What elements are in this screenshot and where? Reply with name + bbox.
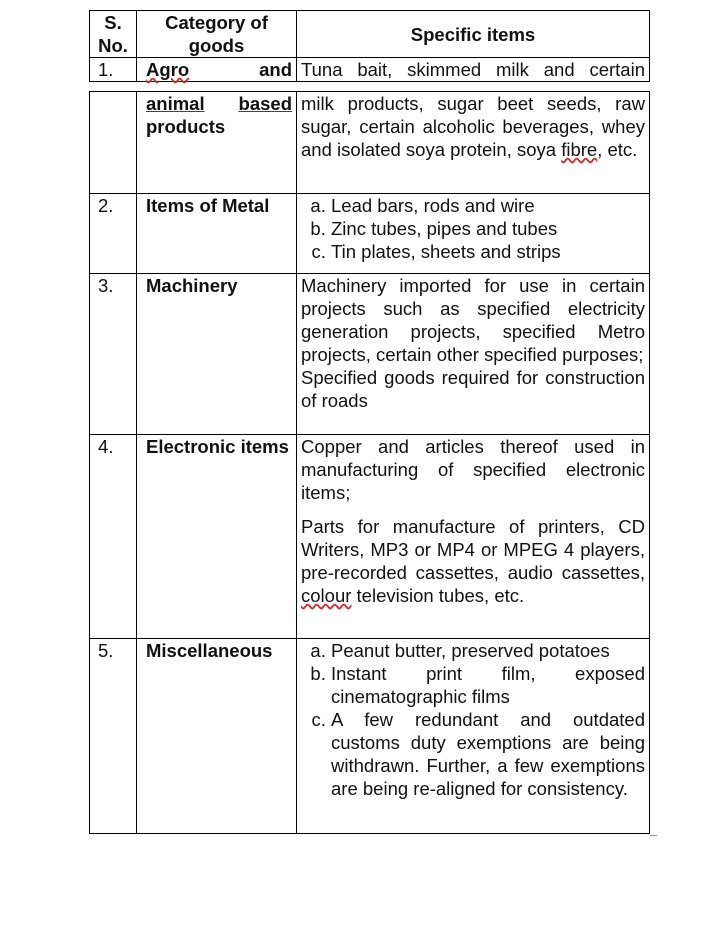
list-item: c. A few redundant and outdated customs duty exemptions are being withdrawn. Further, a few exemptions are being re-aligned for consistency. [331, 708, 645, 800]
row2-category: Items of Metal [137, 194, 297, 274]
row2-items [297, 194, 650, 274]
goods-table-part-2 [89, 91, 650, 834]
row3-items [297, 274, 650, 435]
header-sno: S. No. [90, 11, 137, 58]
row1-category-line2: products [146, 116, 226, 137]
row1-sno-continued [90, 92, 137, 194]
header-category: Category of goods [137, 11, 297, 58]
row1-category-part1 [137, 58, 297, 82]
row3-items-p2: Specified goods required for construction of roads [301, 367, 645, 411]
list-item: a. Lead bars, rods and wire [331, 194, 645, 217]
list-item: b. Instant print film, exposed cinematographic films [331, 662, 645, 708]
row1-category-word2: and [259, 59, 292, 80]
row4-items-p1: Copper and articles thereof used in manufacturing of specified electronic items; [301, 436, 645, 503]
row1-items-part2: milk products, sugar beet seeds, raw sugar, certain alcoholic beverages, whey and isolated soya protein, soya fibre, etc. [297, 92, 650, 194]
row5-category: Miscellaneous [137, 639, 297, 834]
list-item: a. Peanut butter, preserved potatoes [331, 639, 645, 662]
page-mark [650, 835, 657, 836]
row3-items-p1: Machinery imported for use in certain projects such as specified electricity generation projects, specified Metro projects, certain other specified purposes; [301, 275, 645, 365]
row5-items [297, 639, 650, 834]
row4-category: Electronic items [137, 435, 297, 639]
goods-table-part-1 [89, 10, 650, 82]
row4-items [297, 435, 650, 639]
row1-category-word3: animal [146, 93, 205, 114]
row4-items-p2: Parts for manufacture of printers, CD Writers, MP3 or MP4 or MPEG 4 players, pre-recorded cassettes, audio cassettes, colour television tubes, etc. [301, 516, 645, 606]
row1-category-part2 [137, 92, 297, 194]
row3-category: Machinery [137, 274, 297, 435]
row1-category-word4: based [238, 93, 292, 114]
row1-items-part1: Tuna bait, skimmed milk and certain [297, 58, 650, 82]
row1-category-word1: Agro [146, 59, 190, 80]
row1-sno: 1. [90, 58, 137, 82]
list-item: b. Zinc tubes, pipes and tubes [331, 217, 645, 240]
row3-sno: 3. [90, 274, 137, 435]
row4-sno: 4. [90, 435, 137, 639]
header-items: Specific items [297, 11, 650, 58]
row2-sno: 2. [90, 194, 137, 274]
list-item: c. Tin plates, sheets and strips [331, 240, 645, 263]
row5-sno: 5. [90, 639, 137, 834]
